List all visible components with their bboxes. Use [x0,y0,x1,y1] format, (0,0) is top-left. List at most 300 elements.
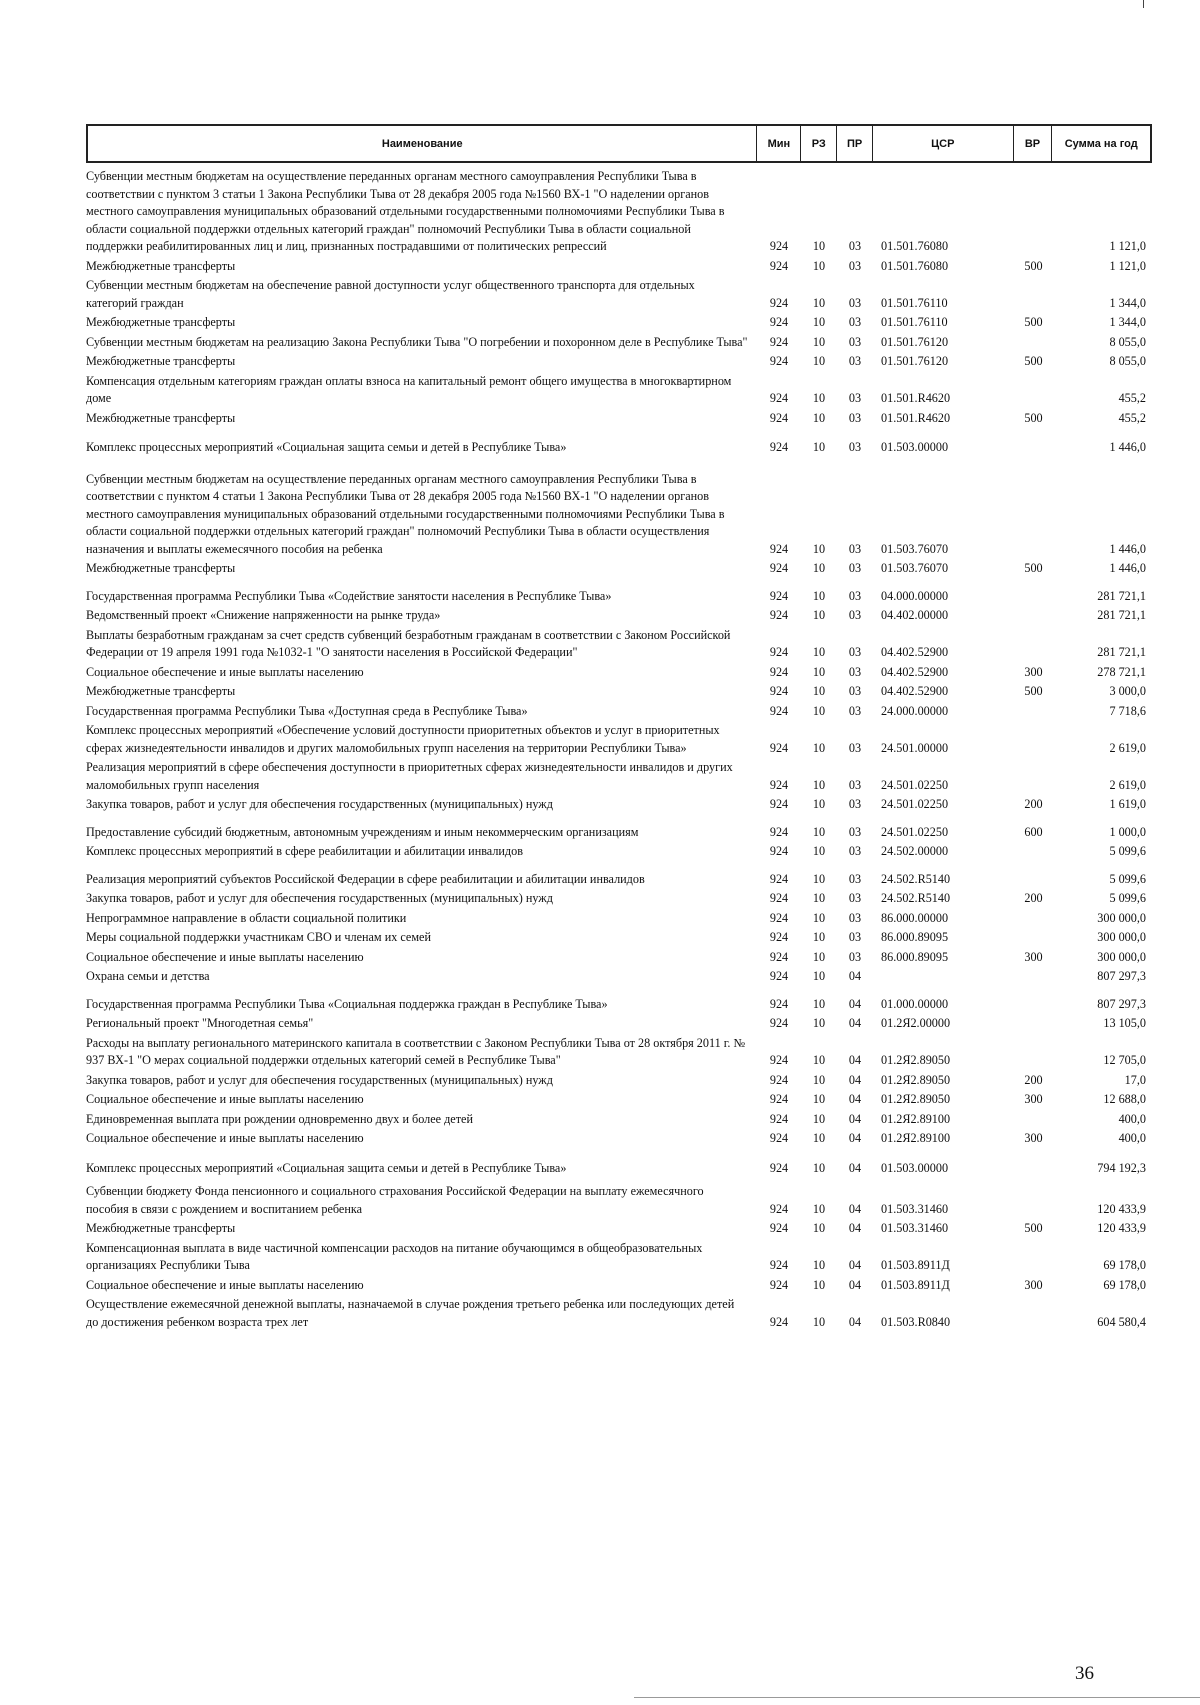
table-row [86,352,1152,372]
cell-sum: 17,0 [1124,1072,1146,1087]
cell-pr: 04 [848,1072,862,1087]
cell-rz: 10 [812,1016,826,1030]
cell-sum: 807 297,3 [1097,996,1146,1011]
cell-rz: 10 [812,664,826,679]
cell-rz: 10 [812,740,826,755]
table-row [86,702,1152,722]
table-row [86,1295,1152,1332]
cell-name: Выплаты безработным гражданам за счет средств субвенций безработным гражданам в соответствии с Законом Российской Федерации от 19 апреля 1991 года №1032-1 "О занятости населения в Российской Федерации" [86,627,731,659]
table-row [86,1034,1152,1071]
cell-csr: 01.501.76110 [881,315,948,329]
cell-pr: 03 [848,684,862,698]
cell-rz: 10 [812,797,826,811]
cell-sum: 1 121,0 [1109,258,1146,273]
cell-name: Социальное обеспечение и иные выплаты населению [86,1092,364,1106]
cell-rz: 10 [812,1277,826,1292]
cell-csr: 24.000.00000 [881,703,949,718]
cell-rz: 10 [812,684,826,698]
cell-csr: 01.503.76070 [881,561,949,575]
cell-sum: 1 619,0 [1109,797,1146,811]
cell-rz: 10 [812,440,826,454]
cell-name: Государственная программа Республики Тыва «Социальная поддержка граждан в Республике Тыва» [86,996,608,1011]
cell-sum: 300 000,0 [1097,949,1146,964]
cell-name: Государственная программа Республики Тыва «Содействие занятости населения в Республике Тыва» [86,588,612,603]
cell-pr: 03 [848,315,862,329]
cell-pr: 03 [848,703,862,718]
budget-table [86,124,1152,1332]
cell-sum: 278 721,1 [1097,664,1146,679]
cell-min: 924 [769,1221,789,1235]
table-row [86,559,1152,579]
cell-min: 924 [769,561,789,575]
cell-sum: 7 718,6 [1109,703,1146,718]
cell-min: 924 [769,1160,789,1175]
cell-pr: 03 [848,824,862,839]
cell-sum: 281 721,1 [1097,645,1146,659]
cell-rz: 10 [812,1221,826,1235]
cell-vr: 500 [1024,354,1043,368]
cell-rz: 10 [812,1314,826,1329]
cell-min: 924 [769,1314,789,1329]
cell-rz: 10 [812,1072,826,1087]
table-row [86,967,1152,987]
cell-pr: 03 [848,871,862,886]
cell-vr: 300 [1024,664,1043,679]
cell-pr: 03 [848,844,862,858]
table-row [86,587,1152,607]
cell-sum: 1 344,0 [1109,295,1146,310]
cell-name: Межбюджетные трансферты [86,354,236,368]
cell-name: Государственная программа Республики Тыва «Доступная среда в Республике Тыва» [86,703,528,718]
header-rz: РЗ [800,126,836,161]
cell-csr: 01.2Я2.89100 [881,1131,951,1145]
cell-pr: 04 [848,996,862,1011]
cell-name: Межбюджетные трансферты [86,684,236,698]
cell-min: 924 [769,1072,789,1087]
cell-min: 924 [769,1277,789,1292]
table-row [86,626,1152,663]
cell-min: 924 [769,608,789,622]
cell-pr: 03 [848,588,862,603]
cell-rz: 10 [812,608,826,622]
cell-rz: 10 [812,258,826,273]
cell-sum: 807 297,3 [1097,969,1146,983]
cell-rz: 10 [812,996,826,1011]
table-row [86,313,1152,333]
table-row [86,167,1152,257]
cell-pr: 03 [848,910,862,925]
cell-min: 924 [769,1016,789,1030]
cell-pr: 03 [848,608,862,622]
cell-sum: 8 055,0 [1109,334,1146,349]
table-row [86,438,1152,458]
table-body [86,167,1152,1332]
cell-pr: 03 [848,561,862,575]
cell-pr: 04 [848,1131,862,1145]
cell-name: Осуществление ежемесячной денежной выплаты, назначаемой в случае рождения третьего ребенка или последующих детей до достижения ребенком возраста трех лет [86,1297,735,1329]
cell-sum: 281 721,1 [1097,608,1146,622]
cell-csr: 86.000.89095 [881,949,949,964]
cell-name: Реализация мероприятий субъектов Российской Федерации в сфере реабилитации и абилитации инвалидов [86,871,645,886]
cell-rz: 10 [812,1053,826,1067]
cell-sum: 300 000,0 [1097,910,1146,925]
table-row [86,823,1152,843]
cell-rz: 10 [812,930,826,944]
table-row [86,606,1152,626]
cell-rz: 10 [812,1258,826,1272]
cell-sum: 12 688,0 [1103,1092,1146,1106]
cell-csr: 01.501.76120 [881,354,949,368]
cell-pr: 04 [848,1221,862,1235]
cell-csr: 24.501.02250 [881,777,949,792]
cell-vr: 500 [1024,561,1043,575]
cell-min: 924 [769,740,789,755]
cell-sum: 5 099,6 [1109,844,1146,858]
cell-rz: 10 [812,1131,826,1145]
cell-csr: 01.501.76080 [881,239,949,253]
table-row [86,870,1152,890]
cell-sum: 1 000,0 [1109,824,1146,839]
cell-rz: 10 [812,391,826,405]
cell-name: Предоставление субсидий бюджетным, автономным учреждениям и иным некоммерческим организациям [86,824,639,839]
header-csr: ЦСР [872,126,1012,161]
header-pr: ПР [836,126,872,161]
cell-pr: 03 [848,440,862,454]
cell-pr: 04 [848,1201,862,1216]
cell-min: 924 [769,588,789,603]
page-number: 36 [1075,1663,1094,1684]
cell-min: 924 [769,1201,789,1216]
cell-name: Комплекс процессных мероприятий «Социальная защита семьи и детей в Республике Тыва» [86,1160,567,1175]
table-row [86,995,1152,1015]
cell-vr: 500 [1024,1221,1043,1235]
cell-name: Ведомственный проект «Снижение напряженности на рынке труда» [86,608,441,622]
cell-sum: 3 000,0 [1109,684,1146,698]
cell-name: Компенсационная выплата в виде частичной компенсации расходов на питание обучающимся в общеобразовательных организациях Республики Тыва [86,1240,703,1272]
cell-min: 924 [769,703,789,718]
table-row [86,663,1152,683]
cell-csr: 01.2Я2.89050 [881,1092,951,1106]
cell-name: Субвенции местным бюджетам на осуществление переданных органам местного самоуправления Республики Тыва в соответствии с пунктом 3 статьи 1 Закона Республики Тыва от 28 декабря 2005 года №1560 ВХ-1 "О наделении органов местного самоуправления муниципальных образований отдельными государственными полномочиями Республики Тыва в области социальной поддержки отдельных категорий граждан" полномочий Республики Тыва в области социальной поддержки реабилитированных лиц и лиц, признанных пострадавшими от политических репрессий [86,169,725,253]
cell-csr: 01.503.R0840 [881,1314,951,1329]
cell-min: 924 [769,996,789,1011]
cell-csr: 04.000.00000 [881,588,949,603]
cell-rz: 10 [812,315,826,329]
table-row [86,1276,1152,1296]
cell-pr: 03 [848,664,862,679]
header-name: Наименование [381,137,463,150]
cell-min: 924 [769,824,789,839]
cell-name: Закупка товаров, работ и услуг для обеспечения государственных (муниципальных) нужд [86,797,553,811]
cell-csr: 86.000.89095 [881,930,949,944]
cell-pr: 03 [848,891,862,905]
cell-min: 924 [769,1111,789,1126]
cell-sum: 2 619,0 [1109,777,1146,792]
cell-pr: 04 [848,1016,862,1030]
cell-pr: 04 [848,969,862,983]
cell-sum: 120 433,9 [1097,1221,1146,1235]
table-row [86,1090,1152,1110]
cell-rz: 10 [812,1160,826,1175]
cell-vr: 500 [1024,315,1043,329]
cell-name: Межбюджетные трансферты [86,561,236,575]
cell-csr: 04.402.52900 [881,645,949,659]
cell-sum: 455,2 [1118,391,1146,405]
cell-csr: 01.503.31460 [881,1201,949,1216]
cell-rz: 10 [812,645,826,659]
cell-pr: 03 [848,949,862,964]
cell-min: 924 [769,777,789,792]
cell-rz: 10 [812,1201,826,1216]
cell-csr: 24.501.02250 [881,797,949,811]
table-row [86,372,1152,409]
header-sum: Сумма на год [1051,126,1150,161]
cell-min: 924 [769,354,789,368]
cell-name: Межбюджетные трансферты [86,258,236,273]
cell-vr: 300 [1024,1092,1043,1106]
cell-csr: 24.501.00000 [881,740,949,755]
table-row [86,682,1152,702]
cell-sum: 400,0 [1118,1131,1146,1145]
cell-min: 924 [769,239,789,253]
table-row [86,470,1152,560]
cell-min: 924 [769,391,789,405]
cell-pr: 03 [848,239,862,253]
cell-vr: 200 [1024,891,1043,905]
cell-rz: 10 [812,541,826,556]
cell-pr: 03 [848,334,862,349]
cell-name: Субвенции бюджету Фонда пенсионного и социального страхования Российской Федерации на выплату ежемесячного пособия в связи с рождением и воспитанием ребенка [86,1184,704,1216]
cell-sum: 8 055,0 [1109,354,1146,368]
table-row [86,948,1152,968]
cell-min: 924 [769,1131,789,1145]
table-header [86,124,1152,163]
cell-pr: 03 [848,797,862,811]
cell-pr: 03 [848,777,862,792]
cell-pr: 04 [848,1111,862,1126]
cell-rz: 10 [812,703,826,718]
cell-name: Расходы на выплату регионального материнского капитала в соответствии с Законом Республики Тыва от 28 октября 2011 г. № 937 ВХ-1 "О мерах социальной поддержки отдельных категорий семей в Республике Тыва" [86,1035,746,1067]
cell-vr: 600 [1024,824,1043,839]
table-row [86,758,1152,795]
cell-sum: 455,2 [1118,410,1146,425]
cell-pr: 03 [848,645,862,659]
cell-csr: 01.2Я2.89050 [881,1072,951,1087]
cell-vr: 200 [1024,1072,1043,1087]
cell-min: 924 [769,258,789,273]
bottom-rule [634,1697,1200,1698]
table-row [86,928,1152,948]
cell-rz: 10 [812,844,826,858]
cell-pr: 04 [848,1160,862,1175]
cell-vr: 500 [1024,410,1043,425]
cell-vr: 300 [1024,949,1043,964]
cell-name: Социальное обеспечение и иные выплаты населению [86,949,364,964]
cell-csr: 01.2Я2.00000 [881,1016,951,1030]
cell-name: Комплекс процессных мероприятий «Социальная защита семьи и детей в Республике Тыва» [86,440,567,454]
cell-min: 924 [769,1258,789,1272]
cell-vr: 300 [1024,1277,1043,1292]
cell-min: 924 [769,334,789,349]
cell-rz: 10 [812,871,826,886]
cell-pr: 03 [848,354,862,368]
cell-rz: 10 [812,1092,826,1106]
cell-rz: 10 [812,239,826,253]
cell-sum: 1 121,0 [1109,239,1146,253]
table-row [86,1239,1152,1276]
cell-csr: 04.402.52900 [881,664,949,679]
cell-sum: 2 619,0 [1109,740,1146,755]
cell-name: Социальное обеспечение и иные выплаты населению [86,664,364,679]
cell-min: 924 [769,1092,789,1106]
cell-csr: 01.2Я2.89050 [881,1053,951,1067]
cell-vr: 500 [1024,684,1043,698]
cell-name: Межбюджетные трансферты [86,410,236,425]
cell-csr: 04.402.52900 [881,684,949,698]
cell-min: 924 [769,949,789,964]
cell-min: 924 [769,930,789,944]
cell-sum: 1 446,0 [1109,541,1146,556]
cell-name: Меры социальной поддержки участникам СВО и членам их семей [86,930,431,944]
table-row [86,257,1152,277]
cell-sum: 400,0 [1118,1111,1146,1126]
cell-pr: 04 [848,1314,862,1329]
cell-name: Компенсация отдельным категориям граждан оплаты взноса на капитальный ремонт общего имущества в многоквартирном доме [86,373,732,405]
cell-name: Охрана семьи и детства [86,969,210,983]
cell-pr: 04 [848,1277,862,1292]
scan-edge-mark [1143,0,1144,8]
cell-sum: 1 344,0 [1109,315,1146,329]
cell-sum: 794 192,3 [1097,1160,1146,1175]
cell-rz: 10 [812,910,826,925]
cell-rz: 10 [812,891,826,905]
table-row [86,842,1152,862]
cell-name: Субвенции местным бюджетам на осуществление переданных органам местного самоуправления Республики Тыва в соответствии с пунктом 4 статьи 1 Закона Республики Тыва от 28 декабря 2005 года №1560 ВХ-1 "О наделении органов местного самоуправления муниципальных образований отдельными государственными полномочиями Республики Тыва в области социальной поддержки отдельных категорий граждан" полномочий Республики Тыва в области осуществления назначения и выплаты ежемесячного пособия на ребенка [86,471,725,556]
table-row [86,276,1152,313]
cell-name: Закупка товаров, работ и услуг для обеспечения государственных (муниципальных) нужд [86,891,553,905]
cell-min: 924 [769,315,789,329]
cell-name: Непрограммное направление в области социальной политики [86,910,407,925]
cell-rz: 10 [812,354,826,368]
cell-sum: 5 099,6 [1109,891,1146,905]
cell-sum: 604 580,4 [1097,1314,1146,1329]
header-min: Мин [756,126,800,161]
cell-csr: 01.501.76080 [881,258,949,273]
cell-min: 924 [769,910,789,925]
cell-pr: 03 [848,258,862,273]
cell-rz: 10 [812,334,826,349]
table-row [86,1182,1152,1219]
cell-pr: 03 [848,541,862,556]
cell-min: 924 [769,871,789,886]
cell-min: 924 [769,645,789,659]
cell-min: 924 [769,664,789,679]
table-row [86,333,1152,353]
cell-name: Единовременная выплата при рождении одновременно двух и более детей [86,1111,473,1126]
table-row [86,889,1152,909]
cell-name: Социальное обеспечение и иные выплаты населению [86,1277,364,1292]
cell-name: Межбюджетные трансферты [86,1221,236,1235]
cell-csr: 24.502.00000 [881,844,949,858]
cell-csr: 01.000.00000 [881,996,949,1011]
cell-min: 924 [769,797,789,811]
table-row [86,1219,1152,1239]
cell-min: 924 [769,410,789,425]
cell-name: Региональный проект "Многодетная семья" [86,1016,314,1030]
cell-csr: 01.503.76070 [881,541,949,556]
cell-rz: 10 [812,949,826,964]
cell-csr: 01.503.00000 [881,440,949,454]
cell-pr: 03 [848,740,862,755]
cell-csr: 01.503.31460 [881,1221,949,1235]
cell-rz: 10 [812,1111,826,1126]
cell-min: 924 [769,844,789,858]
cell-sum: 12 705,0 [1103,1053,1146,1067]
cell-name: Межбюджетные трансферты [86,315,236,329]
cell-csr: 04.402.00000 [881,608,949,622]
header-vr: ВР [1013,126,1052,161]
cell-pr: 03 [848,930,862,944]
cell-csr: 24.501.02250 [881,824,949,839]
cell-pr: 04 [848,1258,862,1272]
cell-name: Комплекс процессных мероприятий в сфере реабилитации и абилитации инвалидов [86,844,523,858]
cell-vr: 500 [1024,258,1043,273]
cell-csr: 01.501.76120 [881,334,949,349]
cell-sum: 1 446,0 [1109,561,1146,575]
cell-sum: 281 721,1 [1097,588,1146,603]
cell-min: 924 [769,295,789,310]
cell-csr: 24.502.R5140 [881,891,951,905]
table-row [86,1129,1152,1149]
table-row [86,721,1152,758]
cell-min: 924 [769,684,789,698]
table-row [86,1110,1152,1130]
cell-name: Субвенции местным бюджетам на реализацию Закона Республики Тыва "О погребении и похоронном деле в Республике Тыва" [86,334,748,349]
cell-name: Реализация мероприятий в сфере обеспечения доступности в приоритетных сферах жизнедеятельности инвалидов и других маломобильных групп населения [86,760,733,792]
cell-csr: 01.2Я2.89100 [881,1111,951,1126]
cell-sum: 69 178,0 [1103,1277,1146,1292]
cell-rz: 10 [812,777,826,792]
cell-name: Социальное обеспечение и иные выплаты населению [86,1131,364,1145]
cell-rz: 10 [812,824,826,839]
cell-csr: 24.502.R5140 [881,871,951,886]
cell-name: Комплекс процессных мероприятий «Обеспечение условий доступности приоритетных объектов и услуг в приоритетных сферах жизнедеятельности инвалидов и других маломобильных групп населения на территории Республики Тыва» [86,723,720,755]
table-row [86,409,1152,429]
cell-min: 924 [769,969,789,983]
cell-min: 924 [769,891,789,905]
cell-csr: 01.503.8911Д [881,1277,950,1292]
cell-csr: 01.501.76110 [881,295,948,310]
cell-rz: 10 [812,561,826,575]
cell-min: 924 [769,440,789,454]
cell-name: Субвенции местным бюджетам на обеспечение равной доступности услуг общественного транспорта для отдельных категорий граждан [86,278,695,310]
cell-csr: 86.000.00000 [881,910,949,925]
cell-rz: 10 [812,588,826,603]
table-row [86,1159,1152,1179]
cell-pr: 03 [848,295,862,310]
cell-vr: 300 [1024,1131,1043,1145]
cell-sum: 300 000,0 [1097,930,1146,944]
cell-pr: 04 [848,1053,862,1067]
cell-pr: 03 [848,391,862,405]
cell-csr: 01.503.8911Д [881,1258,950,1272]
cell-sum: 120 433,9 [1097,1201,1146,1216]
cell-rz: 10 [812,969,826,983]
cell-rz: 10 [812,410,826,425]
cell-name: Закупка товаров, работ и услуг для обеспечения государственных (муниципальных) нужд [86,1072,553,1087]
cell-csr: 01.503.00000 [881,1160,949,1175]
cell-rz: 10 [812,295,826,310]
